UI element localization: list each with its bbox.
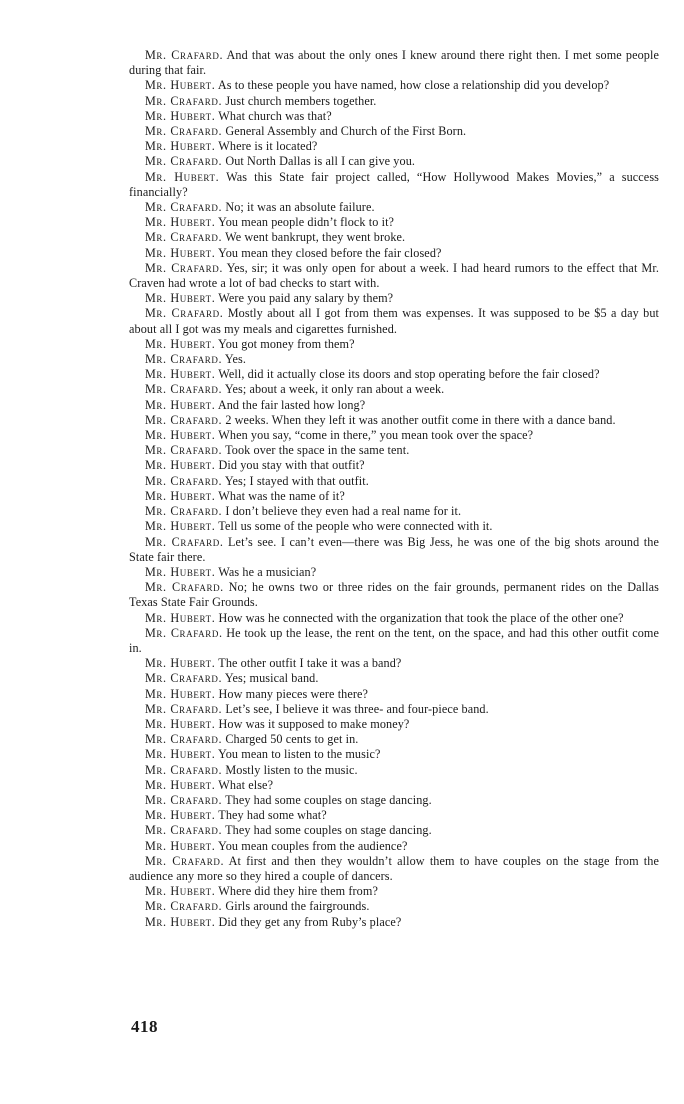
speech-text: Yes; about a week, it only ran about a week. [224,382,445,397]
testimony-paragraph [129,823,659,838]
speaker-name: Mr. Hubert. [145,336,216,351]
speaker-name: Mr. Hubert. [145,777,216,792]
testimony-paragraph [129,793,659,808]
testimony-paragraph [129,458,659,473]
speaker-name: Mr. Hubert. [145,914,216,929]
speech-text: At first and then they wouldn’t allow them to have couples on the stage from the audience any more so they hired a couple of dancers. [129,853,659,883]
speaker-name: Mr. Hubert. [145,884,216,899]
speech-text: You mean they closed before the fair closed? [218,245,442,260]
speech-text: I don’t believe they even had a real name for it. [225,504,462,519]
speech-text: 2 weeks. When they left it was another outfit come in there with a dance band. [225,412,616,427]
testimony-paragraph [129,899,659,914]
speech-text: How was it supposed to make money? [218,716,410,731]
speech-text: Tell us some of the people who were connected with it. [218,519,493,534]
speaker-name: Mr. Hubert. [145,108,216,123]
speech-text: Took over the space in the same tent. [225,443,410,458]
speech-text: How many pieces were there? [218,686,369,701]
speech-text: Let’s see. I can’t even—there was Big Jess, he was one of the big shots around the State fair there. [129,534,659,564]
speaker-name: Mr. Crafard. [145,412,223,427]
speech-text: Was this State fair project called, “How Hollywood Makes Movies,” a success financially? [129,169,660,199]
testimony-paragraph [129,261,659,291]
speaker-name: Mr. Crafard. [145,823,223,838]
speech-text: Did you stay with that outfit? [218,458,365,473]
testimony-paragraph [129,94,659,109]
speech-text: He took up the lease, the rent on the tent, on the space, and had this other outfit come in. [129,625,659,655]
testimony-paragraph [129,306,659,336]
speaker-name: Mr. Hubert. [145,564,216,579]
speaker-name: Mr. Crafard. [145,792,223,807]
testimony-paragraph [129,443,659,458]
speech-text: Mostly about all I got from them was expenses. It was supposed to be $5 a day but about all I got was my meals and cigarettes furnished. [129,306,659,336]
testimony-paragraph [129,565,659,580]
speech-text: Were you paid any salary by them? [218,291,394,306]
testimony-paragraph [129,763,659,778]
speaker-name: Mr. Hubert. [145,245,216,260]
speaker-name: Mr. Crafard. [145,762,223,777]
speaker-name: Mr. Hubert. [145,139,216,154]
speaker-name: Mr. Crafard. [145,625,223,640]
testimony-paragraph [129,535,659,565]
speaker-name: Mr. Hubert. [145,428,216,443]
testimony-paragraph [129,671,659,686]
testimony-paragraph [129,367,659,382]
speaker-name: Mr. Hubert. [145,747,216,762]
speaker-name: Mr. Crafard. [145,899,223,914]
speaker-name: Mr. Crafard. [145,352,223,367]
speaker-name: Mr. Crafard. [145,154,223,169]
speech-text: As to these people you have named, how close a relationship did you develop? [217,78,610,93]
speaker-name: Mr. Crafard. [145,200,223,215]
testimony-paragraph [129,78,659,93]
speech-text: Yes; I stayed with that outfit. [224,473,369,488]
speaker-name: Mr. Crafard. [145,671,223,686]
speaker-name: Mr. Crafard. [145,504,223,519]
speaker-name: Mr. Crafard. [145,732,223,747]
testimony-paragraph [129,504,659,519]
testimony-paragraph [129,170,659,200]
testimony-paragraph [129,611,659,626]
testimony-paragraph [129,48,659,78]
speaker-name: Mr. Crafard. [145,124,223,139]
speaker-name: Mr. Crafard. [145,230,223,245]
testimony-paragraph [129,124,659,139]
speaker-name: Mr. Hubert. [145,458,216,473]
speaker-name: Mr. Hubert. [145,291,216,306]
speech-text: Yes, sir; it was only open for about a week. I had heard rumors to the effect that Mr. Craven had wrote a lot of bad checks to start with. [129,260,659,291]
speaker-name: Mr. Hubert. [145,808,216,823]
speech-text: Just church members together. [225,93,377,108]
speech-text: Well, did it actually close its doors and stop operating before the fair closed? [218,367,600,382]
testimony-paragraph [129,246,659,261]
speaker-name: Mr. Crafard. [145,260,224,275]
speech-text: No; he owns two or three rides on the fair grounds, permanent rides on the Dallas Texas State Fair Grounds. [129,580,659,610]
testimony-paragraph [129,200,659,215]
speech-text: No; it was an absolute failure. [225,200,375,215]
speaker-name: Mr. Hubert. [145,78,216,93]
speaker-name: Mr. Crafard. [145,853,225,868]
testimony-paragraph [129,154,659,169]
speaker-name: Mr. Hubert. [145,656,216,671]
speaker-name: Mr. Hubert. [145,367,216,382]
speaker-name: Mr. Crafard. [145,382,223,397]
speech-text: You mean people didn’t flock to it? [218,215,395,230]
page-number: 418 [131,1017,158,1036]
speaker-name: Mr. Hubert. [145,488,216,503]
speaker-name: Mr. Crafard. [145,443,223,458]
speaker-name: Mr. Hubert. [145,610,216,625]
testimony-paragraph [129,519,659,534]
testimony-paragraph [129,215,659,230]
testimony-paragraph [129,382,659,397]
testimony-paragraph [129,109,659,124]
speech-text: Where did they hire them from? [218,884,378,899]
testimony-transcript [129,48,659,930]
testimony-paragraph [129,580,659,610]
speech-text: They had some couples on stage dancing. [225,823,432,838]
speech-text: Let’s see, I believe it was three- and four-piece band. [225,701,489,716]
testimony-paragraph [129,778,659,793]
speech-text: When you say, “come in there,” you mean took over the space? [218,428,534,443]
speech-text: Was he a musician? [218,564,317,579]
speaker-name: Mr. Crafard. [145,473,223,488]
testimony-paragraph [129,808,659,823]
testimony-paragraph [129,839,659,854]
speaker-name: Mr. Hubert. [145,169,220,184]
speaker-name: Mr. Hubert. [145,686,216,701]
testimony-paragraph [129,854,659,884]
speaker-name: Mr. Crafard. [145,93,223,108]
speech-text: Mostly listen to the music. [225,762,358,777]
speaker-name: Mr. Crafard. [145,534,224,549]
testimony-paragraph [129,352,659,367]
testimony-paragraph [129,717,659,732]
testimony-paragraph [129,687,659,702]
speech-text: Yes. [224,352,247,367]
speech-text: You got money from them? [218,336,355,351]
testimony-paragraph [129,732,659,747]
speaker-name: Mr. Hubert. [145,716,216,731]
testimony-paragraph [129,626,659,656]
speech-text: Out North Dallas is all I can give you. [225,154,416,169]
testimony-paragraph [129,915,659,930]
speech-text: And that was about the only ones I knew around there right then. I met some people during that fair. [129,48,659,78]
speaker-name: Mr. Crafard. [145,306,224,321]
speaker-name: Mr. Crafard. [145,48,224,62]
speaker-name: Mr. Hubert. [145,519,216,534]
speech-text: What was the name of it? [218,488,345,503]
speech-text: What church was that? [218,108,332,123]
testimony-paragraph [129,230,659,245]
testimony-paragraph [129,337,659,352]
testimony-paragraph [129,428,659,443]
testimony-paragraph [129,702,659,717]
testimony-paragraph [129,413,659,428]
speech-text: We went bankrupt, they went broke. [225,230,406,245]
testimony-paragraph [129,656,659,671]
speech-text: General Assembly and Church of the First Born. [225,124,467,139]
speech-text: Charged 50 cents to get in. [225,732,359,747]
speech-text: How was he connected with the organization that took the place of the other one? [218,610,624,625]
speech-text: Yes; musical band. [224,671,319,686]
speech-text: Did they get any from Ruby’s place? [218,914,402,929]
testimony-paragraph [129,489,659,504]
speaker-name: Mr. Hubert. [145,838,216,853]
speaker-name: Mr. Crafard. [145,701,223,716]
speaker-name: Mr. Crafard. [145,580,224,595]
speech-text: Where is it located? [218,139,318,154]
speaker-name: Mr. Hubert. [145,215,216,230]
speech-text: They had some what? [218,808,327,823]
testimony-paragraph [129,747,659,762]
speech-text: The other outfit I take it was a band? [218,656,402,671]
testimony-paragraph [129,398,659,413]
testimony-paragraph [129,291,659,306]
speech-text: They had some couples on stage dancing. [225,792,432,807]
speech-text: Girls around the fairgrounds. [225,899,370,914]
speech-text: You mean to listen to the music? [218,747,381,762]
testimony-paragraph [129,474,659,489]
testimony-paragraph [129,139,659,154]
testimony-paragraph [129,884,659,899]
speaker-name: Mr. Hubert. [145,397,216,412]
speech-text: And the fair lasted how long? [217,397,366,412]
speech-text: You mean couples from the audience? [218,838,408,853]
speech-text: What else? [218,777,274,792]
